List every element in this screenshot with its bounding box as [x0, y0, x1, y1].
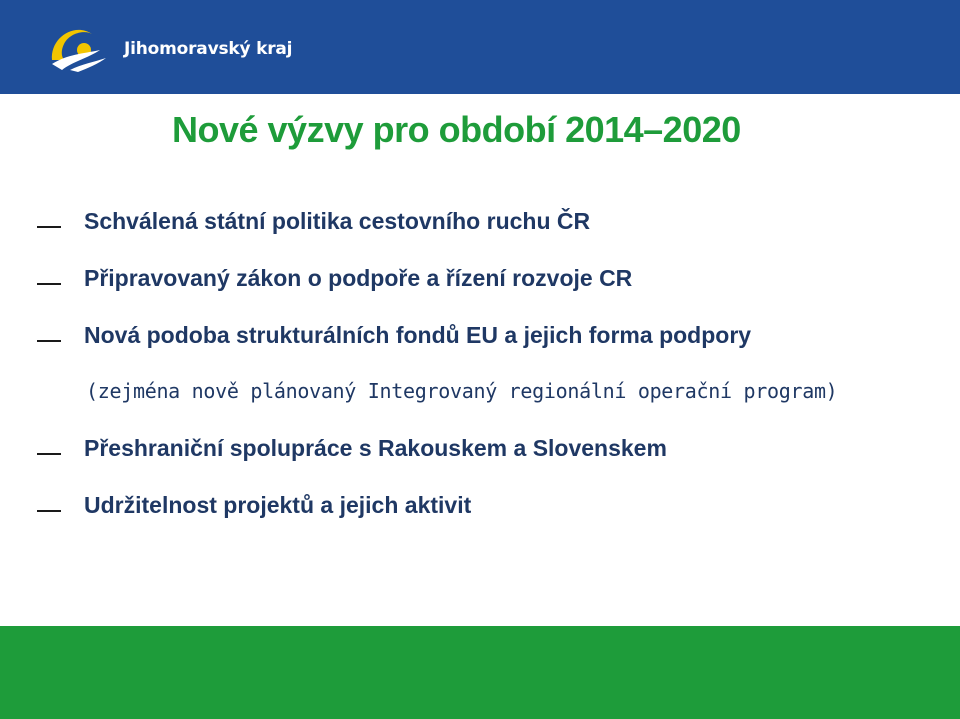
list-item [0, 492, 960, 532]
dash-bullet-icon [37, 340, 61, 342]
list-item [0, 265, 960, 305]
list-item-text: Schválená státní politika cestovního ruchu ČR [84, 208, 591, 234]
dash-bullet-icon [37, 283, 61, 285]
sun-wave-logo-icon [48, 20, 118, 80]
list-item-text: Nová podoba strukturálních fondů EU a jejich forma podpory [84, 322, 752, 348]
list-item [0, 322, 960, 362]
region-logo[interactable] [48, 20, 293, 80]
footer-bar [0, 626, 960, 719]
list-item-text: Udržitelnost projektů a jejich aktivit [84, 492, 472, 518]
list-item-note: (zejména nově plánovaný Integrovaný regionální operační program) [86, 379, 838, 403]
list-item [0, 435, 960, 475]
list-item [0, 208, 960, 248]
slide-title: Nové výzvy pro období 2014–2020 [172, 109, 741, 150]
dash-bullet-icon [37, 226, 61, 228]
logo-text: Jihomoravský kraj [124, 39, 293, 59]
dash-bullet-icon [37, 510, 61, 512]
header-bar [0, 0, 960, 94]
list-item-text: Přeshraniční spolupráce s Rakouskem a Slovenskem [84, 435, 667, 461]
dash-bullet-icon [37, 453, 61, 455]
list-item-text: Připravovaný zákon o podpoře a řízení rozvoje CR [84, 265, 633, 291]
